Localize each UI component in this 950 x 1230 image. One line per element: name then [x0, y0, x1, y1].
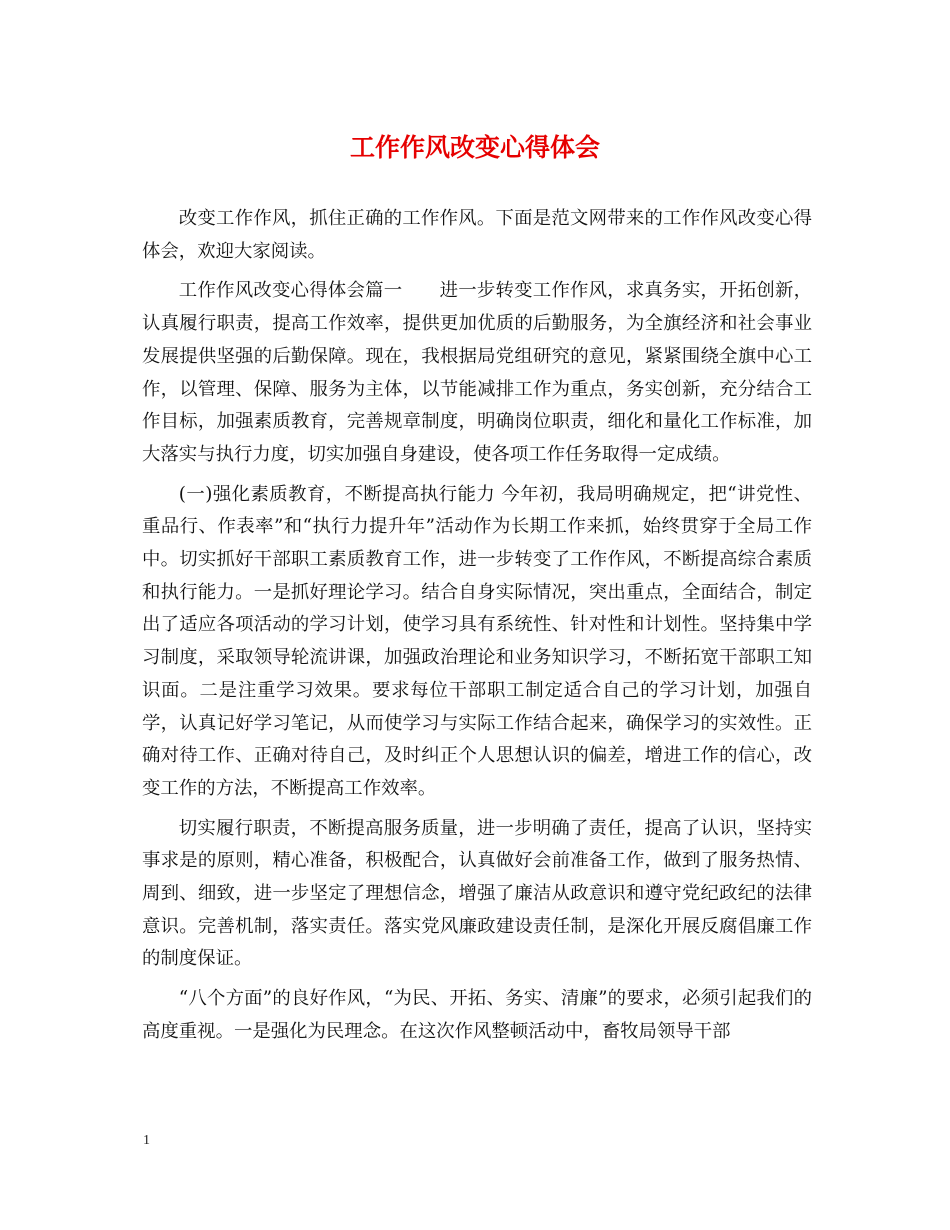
paragraph-duties: 切实履行职责，不断提高服务质量，进一步明确了责任，提高了认识，坚持实事求是的原则，精心准备，积极配合，认真做好会前准备工作，做到了服务热情、周到、细致，进一步坚定了理想信念，增强了廉洁从政意识和遵守党纪政纪的法律意识。完善机制，落实责任。落实党风廉政建设责任制，是深化开展反腐倡廉工作的制度保证。	[142, 817, 812, 970]
paragraph-intro: 改变工作作风，抓住正确的工作作风。下面是范文网带来的工作作风改变心得体会，欢迎大家阅读。	[142, 208, 812, 262]
page-number: 1	[143, 1133, 150, 1148]
paragraph-eight-aspects: “八个方面”的良好作风，“为民、开拓、务实、清廉”的要求，必须引起我们的高度重视。一是强化为民理念。在这次作风整顿活动中，畜牧局领导干部	[142, 988, 812, 1042]
paragraph-part-one: 工作作风改变心得体会篇一 进一步转变工作作风，求真务实，开拓创新，认真履行职责，提高工作效率，提供更加优质的后勤服务，为全旗经济和社会事业发展提供坚强的后勤保障。现在，我根据局党组研究的意见，紧紧围绕全旗中心工作，以管理、保障、服务为主体，以节能减排工作为重点，务实创新，充分结合工作目标，加强素质教育，完善规章制度，明确岗位职责，细化和量化工作标准，加大落实与执行力度，切实加强自身建设，使各项工作任务取得一定成绩。	[142, 280, 812, 465]
paragraph-quality-education: (一)强化素质教育，不断提高执行能力 今年初，我局明确规定，把“讲党性、重品行、作表率”和“执行力提升年”活动作为长期工作来抓，始终贯穿于全局工作中。切实抓好干部职工素质教育工作，进一步转变了工作作风，不断提高综合素质和执行能力。一是抓好理论学习。结合自身实际情况，突出重点，全面结合，制定出了适应各项活动的学习计划，使学习具有系统性、针对性和计划性。坚持集中学习制度，采取领导轮流讲课，加强政治理论和业务知识学习，不断拓宽干部职工知识面。二是注重学习效果。要求每位干部职工制定适合自己的学习计划，加强自学，认真记好学习笔记，从而使学习与实际工作结合起来，确保学习的实效性。正确对待工作、正确对待自己，及时纠正个人思想认识的偏差，增进工作的信心，改变工作的方法，不断提高工作效率。	[142, 483, 812, 799]
document-title: 工作作风改变心得体会	[349, 133, 600, 162]
document-body	[142, 203, 812, 1049]
